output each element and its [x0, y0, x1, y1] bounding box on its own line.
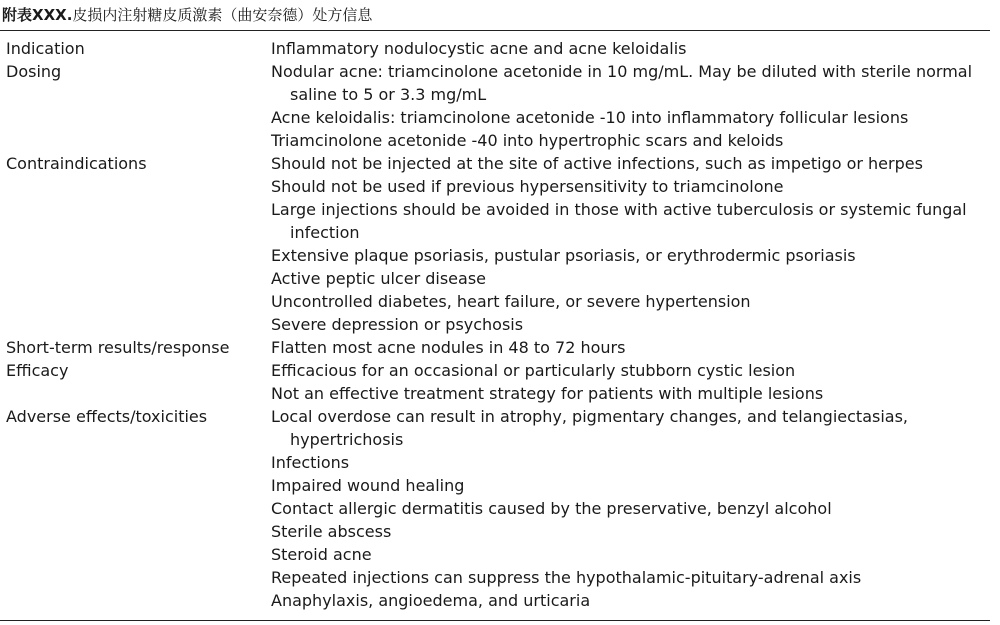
table-row	[0, 37, 990, 60]
row-content-line: Infections	[271, 453, 350, 472]
row-content-line: Local overdose can result in atrophy, pigmentary changes, and telangiectasias, hypertrichosis	[271, 407, 908, 449]
row-content-line: Sterile abscess	[271, 522, 392, 541]
row-content-line: Should not be used if previous hypersensitivity to triamcinolone	[271, 177, 784, 196]
row-content-line: Anaphylaxis, angioedema, and urticaria	[271, 591, 591, 610]
table-row	[0, 336, 990, 359]
table-row	[0, 152, 990, 336]
table-title-text: 皮损内注射糖皮质激素（曲安奈德）处方信息	[72, 6, 373, 24]
row-content-line: Nodular acne: triamcinolone acetonide in 10 mg/mL. May be diluted with sterile normal saline to 5 or 3.3 mg/mL	[271, 62, 973, 104]
row-content-line: Flatten most acne nodules in 48 to 72 hours	[271, 338, 626, 357]
row-content-line: Triamcinolone acetonide -40 into hypertrophic scars and keloids	[271, 131, 784, 150]
row-content-line: Steroid acne	[271, 545, 372, 564]
table-row	[0, 60, 990, 152]
row-content-line: Severe depression or psychosis	[271, 315, 524, 334]
row-label: Short-term results/response	[6, 338, 230, 357]
top-rule	[0, 30, 990, 31]
table-title	[2, 3, 372, 27]
bottom-rule	[0, 620, 990, 621]
row-content	[271, 60, 990, 152]
row-content-line: Inflammatory nodulocystic acne and acne keloidalis	[271, 39, 687, 58]
row-content-line: Should not be injected at the site of active infections, such as impetigo or herpes	[271, 154, 923, 173]
prescribing-info-table	[0, 37, 990, 612]
row-label: Contraindications	[6, 154, 147, 173]
row-label: Efficacy	[6, 361, 69, 380]
row-content-line: Repeated injections can suppress the hypothalamic-pituitary-adrenal axis	[271, 568, 862, 587]
row-content-line: Not an effective treatment strategy for patients with multiple lesions	[271, 384, 824, 403]
table-row	[0, 405, 990, 612]
row-content-line: Acne keloidalis: triamcinolone acetonide -10 into inflammatory follicular lesions	[271, 108, 909, 127]
row-content-line: Uncontrolled diabetes, heart failure, or severe hypertension	[271, 292, 751, 311]
table-row	[0, 359, 990, 405]
row-content-line: Extensive plaque psoriasis, pustular psoriasis, or erythrodermic psoriasis	[271, 246, 856, 265]
row-content-line: Large injections should be avoided in those with active tuberculosis or systemic fungal infection	[271, 200, 967, 242]
table-title-prefix: 附表XXX.	[2, 6, 73, 24]
row-content	[271, 405, 990, 612]
row-label: Indication	[6, 39, 85, 58]
row-content-line: Efficacious for an occasional or particularly stubborn cystic lesion	[271, 361, 796, 380]
row-label: Adverse effects/toxicities	[6, 407, 208, 426]
row-content-line: Impaired wound healing	[271, 476, 465, 495]
row-content	[271, 359, 990, 405]
row-content	[271, 37, 990, 60]
row-content	[271, 152, 990, 336]
row-content-line: Contact allergic dermatitis caused by the preservative, benzyl alcohol	[271, 499, 832, 518]
row-label: Dosing	[6, 62, 62, 81]
row-content	[271, 336, 990, 359]
row-content-line: Active peptic ulcer disease	[271, 269, 486, 288]
